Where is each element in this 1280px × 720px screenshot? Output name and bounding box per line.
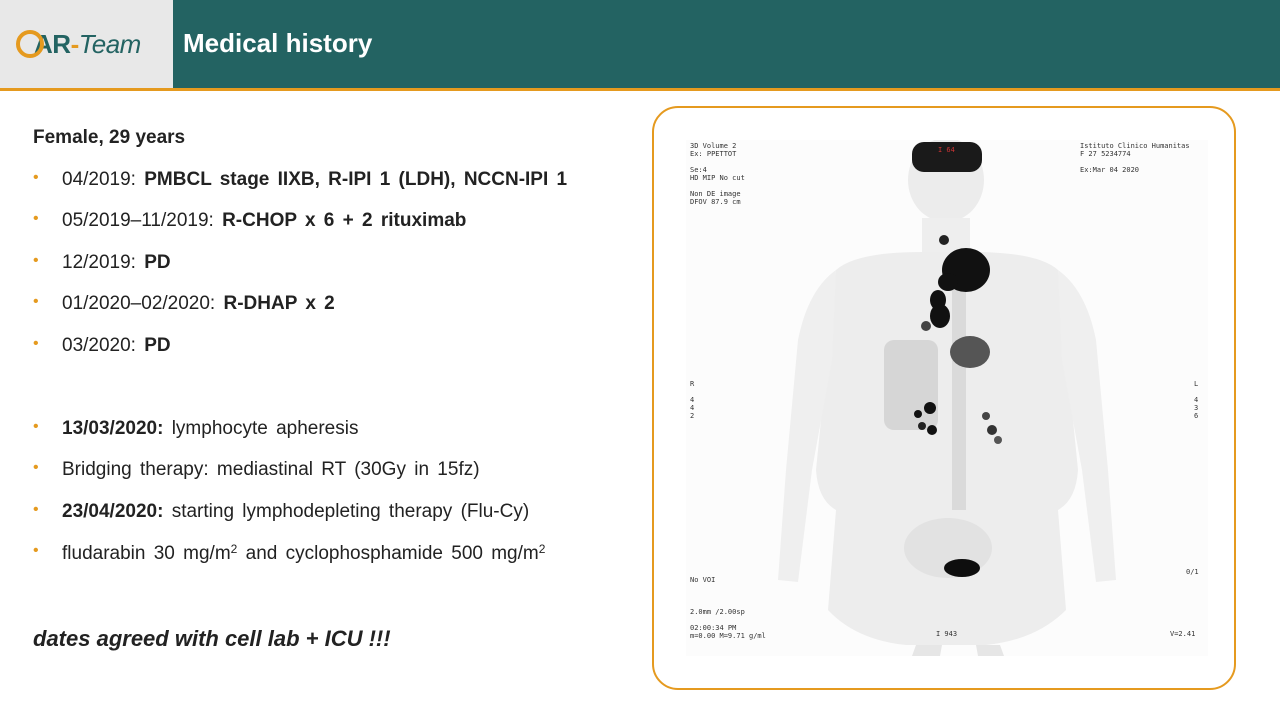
- scan-label-top-center: I 64: [938, 146, 955, 154]
- car-team-logo: AR - Team: [16, 26, 141, 62]
- scan-label-bottom-right: V=2.41: [1170, 630, 1196, 638]
- header-divider: [0, 88, 1280, 91]
- scan-label-right: L 4 3 6: [1194, 380, 1199, 420]
- patient-summary: Female, 29 years: [33, 127, 186, 148]
- bullet-dot-icon: •: [33, 501, 39, 518]
- bullet-dot-icon: •: [33, 335, 39, 352]
- scan-label-bottom-center: I 943: [936, 630, 958, 638]
- scan-label-left: R 4 4 2: [690, 380, 695, 420]
- bullet-dot-icon: •: [33, 252, 39, 269]
- bullet-dot-icon: •: [33, 210, 39, 227]
- logo-box: [0, 0, 173, 88]
- scan-label-bottom-right-top: 0/1: [1186, 568, 1199, 576]
- scan-label-top-right: Istituto Clinico Humanitas F 27 5234774 Ex:Mar 04 2020: [1080, 142, 1190, 174]
- bullet-dot-icon: •: [33, 418, 39, 435]
- slide-title: Medical history: [183, 28, 373, 58]
- bullet-dot-icon: •: [33, 169, 39, 186]
- header-bar: [0, 0, 1280, 88]
- bullet-dot-icon: •: [33, 542, 39, 559]
- scan-label-bottom-left: No VOI 2.0mm /2.00sp 02:00:34 PM m=0.00 M=9.71 g/ml: [690, 576, 766, 640]
- scan-label-top-left: 3D Volume 2 Ex: PPETTOT Se:4 HD MIP No cut Non DE image DFOV 87.9 cm: [690, 142, 745, 206]
- bullet-dot-icon: •: [33, 459, 39, 476]
- pet-scan-image: [686, 140, 1208, 656]
- closing-note: dates agreed with cell lab + ICU !!!: [33, 626, 391, 651]
- bullet-dot-icon: •: [33, 293, 39, 310]
